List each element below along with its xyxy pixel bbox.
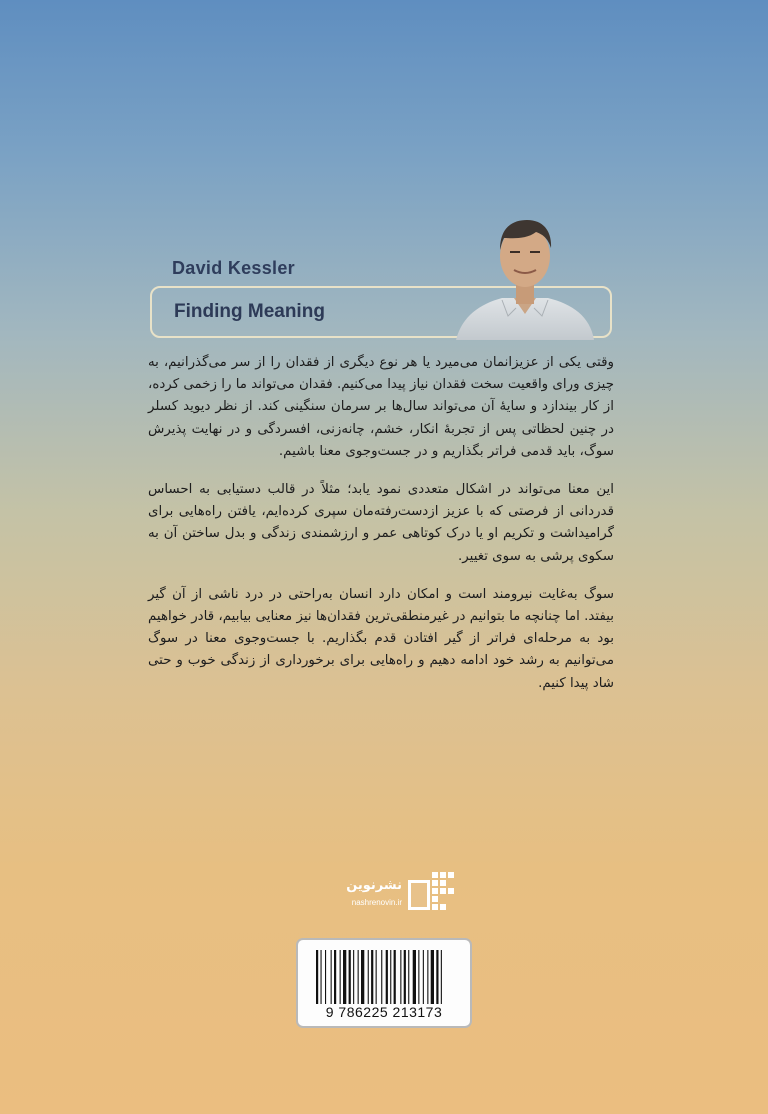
paragraph-1: وقتی یکی از عزیزانمان می‌میرد یا هر نوع دیگری از فقدان را از سر می‌گذرانیم، به چیزی ورای واقعیت سخت فقدان نیاز پیدا می‌کنیم. فقدان می‌تواند ما را زخمی کرده، از کار بیندازد و سایهٔ آن می‌تواند سال‌ها بر سرمان سنگینی کند. از نظر دیوید کسلر در چنین لحظاتی پس از تجربهٔ انکار، خشم، چانه‌زنی، افسردگی و در نهایت پذیرش سوگ، باید قدمی فراتر بگذاریم و در جست‌وجوی معنا باشیم. <box>148 355 614 459</box>
paragraph-2: این معنا می‌تواند در اشکال متعددی نمود یابد؛ مثلاً در قالب دستیابی به احساس قدردانی از فرصتی که با عزیز ازدست‌رفته‌مان سپری کرده‌ایم، یافتن راه‌هایی برای گرامیداشت و تکریم او یا درک کوتاهی عمر و ارزشمندی زندگی و بدل ساختن آن به سکوی پرشی به سوی تغییر. <box>148 482 614 564</box>
publisher-block <box>306 868 466 918</box>
author-portrait <box>452 216 598 340</box>
barcode-label <box>296 938 472 1028</box>
publisher-name: نشرنوین <box>346 878 402 893</box>
isbn-number: 9 786225 213173 <box>325 1004 443 1020</box>
back-cover-text <box>148 352 614 711</box>
paragraph-3: سوگ به‌غایت نیرومند است و امکان دارد انسان به‌راحتی در درد ناشی از آن گیر بیفتد. اما چنانچه ما بتوانیم در غیرمنطقی‌ترین فقدان‌ها نیز معنایی بیابیم، قادر خواهیم بود به مرحله‌ای فراتر از گیر افتادن قدم بگذاریم. با جست‌وجوی معنا در سوگ می‌توانیم به رشد خود ادامه دهیم و راه‌هایی برای برخورداری از زندگی خوب و حتی شاد پیدا کنیم. <box>148 586 614 691</box>
publisher-url: nashrenovin.ir <box>351 898 402 907</box>
author-name: David Kessler <box>172 258 295 278</box>
barcode-icon <box>316 950 456 1004</box>
book-title: Finding Meaning <box>174 301 325 322</box>
book-grid-logo-icon <box>406 870 460 914</box>
